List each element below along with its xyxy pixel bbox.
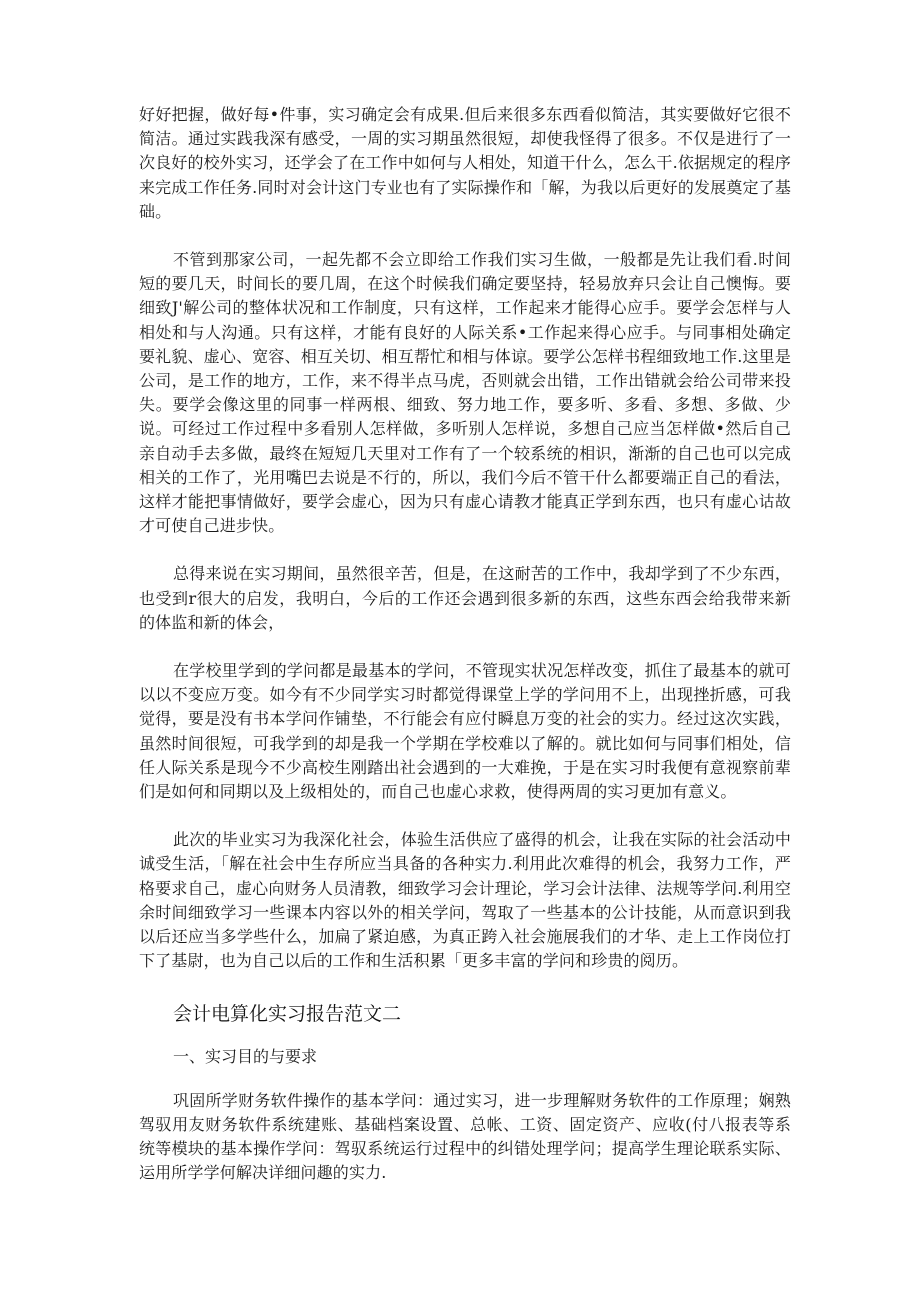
paragraph-5: 此次的毕业实习为我深化社会，体验生活供应了盛得的机会，让我在实际的社会活动中诚受生活，「解在社会中生存所应当具备的各种实力.利用此次难得的机会，我努力工作，严格要求自己，虚心向财务人员清教，细致学习会计理论，学习会计法律、法规等学问.利用空余时间细致学习一些课本内容以外的相关学问，驾取了一些基本的公计技能，从而意识到我以后还应当多学些什么，加扁了紧迫感，为真正跨入社会施展我们的才华、走上工作岗位打下了基尉，也为自己以后的工作和生活积累「更多丰富的学问和珍贵的阅历。 — [139, 830, 791, 971]
paragraph-1: 好好把握，做好每•件事，实习确定会有成果.但后来很多东西看似简洁，其实要做好它很不简洁。通过实践我深有感受，一周的实习期虽然很短，却使我怪得了很多。不仅是进行了一次良好的校外实习，还学会了在工作中如何与人相处，知道干什么，怎么干.依据规定的程序来完成工作任务.同时对会计这门专业也有了实际操作和「解，为我以后更好的发展奠定了基础。 — [139, 105, 791, 221]
paragraph-2: 不管到那家公司，一起先都不会立即给工作我们实习生做，一般都是先让我们看.时间短的要几天，时间长的要几周，在这个时候我们确定要坚持，轻易放弃只会让自己懊悔。要细致J'解公司的整体状况和工作制度，只有这样，工作起来才能得心应手。要学会怎样与人相处和与人沟通。只有这样，才能有良好的人际关系•工作起来得心应手。与同事相处确定要礼貌、虚心、宽容、相互关切、相互帮忙和相与体谅。要学公怎样书程细致地工作.这里是公司，是工作的地方，工作，来不得半点马虎，否则就会出错，工作出错就会给公司带来投失。要学会像这里的同事一样两根、细致、努力地工作，要多听、多看、多想、多做、少说。可经过工作过程中多看别人怎样做，多听别人怎样说，多想自己应当怎样做•然后自己亲自动手去多做，最终在短短几天里对工作有了一个较系统的相识，渐渐的自己也可以完成相关的工作了，光用嘴巴去说是不行的，所以，我们今后不管干什么都要端正自己的看法，这样才能把事情做好，要学会虚心，因为只有虚心请教才能真正学到东西，也只有虚心诂故才可使自己进步快。 — [139, 250, 791, 536]
paragraph-3: 总得来说在实习期间，虽然很辛苦，但是，在这耐苦的工作中，我却学到了不少东西，也受到r很大的启发，我明白，今后的工作还会遇到很多新的东西，这些东西会给我带来新的体监和新的体会， — [139, 564, 791, 632]
paragraph-4: 在学校里学到的学问都是最基本的学问，不管现实状况怎样改变，抓住了最基本的就可以以不变应万变。如今有不少同学实习时都觉得课堂上学的学问用不上，出现挫折感，可我觉得，要是没有书本学问作铺垫，不行能会有应付瞬息万变的社会的实力。经过这次实践，虽然时间很短，可我学到的却是我一个学期在学校难以了解的。就比如何与同事们相处，信任人际关系是现今不少高校生刚踏出社会遇到的一大难挽，于是在实习时我便有意视察前辈们是如何和同期以及上级相处的，而自己也虚心求救，使得两周的实习更加有意义。 — [139, 661, 791, 802]
subsection-title: 一、实习目的与要求 — [173, 1046, 318, 1066]
paragraph-final: 巩固所学财务软件操作的基本学问：通过实习，进一步理解财务软件的工作原理；娴熟驾驭用友财务软件系统建账、基础档案设置、总帐、工资、固定资产、应收(付八报表等系统等模块的基本操作学问：驾驭系统运行过程中的纠错处理学问；提高学生理论联系实际、运用所学学何解决详细问趣的实力. — [139, 1090, 791, 1183]
document-page — [139, 103, 791, 1185]
section-title: 会计电算化实习报告范文二 — [173, 1002, 402, 1025]
